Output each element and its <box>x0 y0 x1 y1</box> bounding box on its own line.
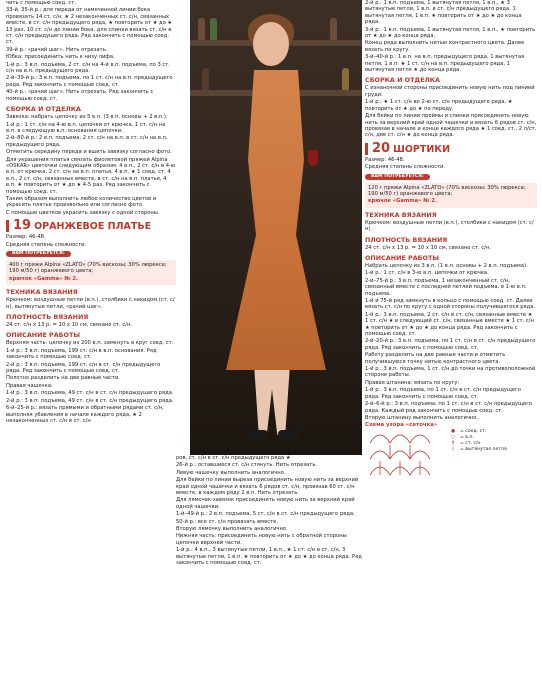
difficulty-line: Средняя степень сложности. <box>6 241 87 248</box>
legend-symbol: ● <box>450 428 455 434</box>
difficulty-line: Средняя степень сложности. <box>365 164 446 171</box>
model-number: 20 <box>372 140 391 156</box>
text-line: 2-й–75-й р.: 3 в.п. подъема, 1 незаконченный ст. с/н, связанный вместе с последней петлей подъема, в 1-ю в.п. подъема. <box>365 277 527 297</box>
text-line: 39-й р.: «рачий шаг». Нить отрезать. <box>6 46 108 53</box>
materials-yarn: 400 г пряжи Alpina «ZLATO» (70% вискозы; 30% люрекса; 190 м/50 г) оранжевого цвета; <box>9 262 167 275</box>
text-line: 2-й–6-й р.: 3 в.п. подъема, по 1 ст. с/н в ст. с/н предыдущего ряда. Каждый ряд закончить с помощью соед. ст. <box>365 401 533 414</box>
section-heading: ТЕХНИКА ВЯЗАНИЯ <box>6 288 78 297</box>
materials-box <box>365 183 537 208</box>
model-face <box>253 22 289 66</box>
diagram-loop <box>370 435 430 443</box>
materials-hook: крючок «Gamma» № 2. <box>9 275 78 282</box>
legend-label: = соед. ст. <box>460 428 487 434</box>
materials-box <box>6 260 176 285</box>
density-text: 24 ст. с/н х 13 р. = 10 х 10 см, связано ст. с/н. <box>365 244 491 251</box>
text-line: чить с помощью соед. ст. <box>6 0 76 6</box>
text-line: 1-й р.: 3 в.п. подъема, 49 ст. с/н в ст. с/н предыдущего ряда. <box>6 390 174 397</box>
left-column <box>6 0 176 699</box>
section-heading: ТЕХНИКА ВЯЗАНИЯ <box>365 210 437 219</box>
text-line: Правая штанина: вязать по кругу: <box>365 379 460 386</box>
scheme-legend <box>449 429 507 481</box>
legend-label: = в.п. <box>460 434 474 440</box>
model-name: ШОРТИКИ <box>393 143 451 155</box>
text-line: 1-й–49-й р.: 2 в.п. подъема, 5 ст. с/н в ст. с/н предыдущего ряда. <box>176 511 355 518</box>
text-line: Вторую лямочку выполнить аналогично. <box>176 526 288 533</box>
materials-badge: ВАМ ПОТРЕБУЕТСЯ: <box>6 251 71 257</box>
middle-column <box>176 455 362 699</box>
text-line: 3-й р.: 1 в.п. подъема, 1 вытянутая петля, 1 в.п., ★ повторить от ★ до ★ до конца ряда. <box>365 26 536 40</box>
model-title <box>365 140 537 156</box>
text-line: 2-й–39-й р.: 3 в.п. подъема, по 1 ст. с/н на в.п. предыдущего ряда. Ряд закончить с помощью соед. ст. <box>6 75 173 88</box>
shoe <box>278 430 300 439</box>
text-line: Для бейки по линии проймы и спинки присоединить новую нить за верхний край одной чашечки и вязать 6 рядов ст. с/н, провязав в начале и конце каждого ряда ★ 1 соед. ст., 2 п/ст. с/н, две ст. с/н ★ до конца ряда. <box>365 113 537 139</box>
materials-yarn: 120 г пряжи Alpina «ZLATO» (70% вискозы; 30% люрекса; 190 м/50 г) оранжевого цвета; <box>368 184 526 197</box>
legend-symbol: ○ <box>450 434 455 440</box>
tech-text: Крючком: воздушные петли (в.п.), столбики с накидом (ст. с/н). <box>365 219 534 233</box>
text-line: 6-й–25-й р.: вязать прямыми и обратными рядами ст. с/н, выполняя убавления в начале каждого ряда, ★ 2 незаконченных ст. с/н в ст. с/н <box>6 405 164 424</box>
text-line: Завязка: набрать цепочку из 5 в.п. (3 в.п. основы + 2 в.п.). <box>6 114 168 121</box>
text-line: 2-й–20-й р.: 3 в.п. подъема, по 1 ст. с/н в ст. с/н предыдущего ряда. Ряд закончить с помощью соед. ст. <box>365 338 536 351</box>
size-line: Размер: 46-48. <box>365 156 405 163</box>
text-line: Отметить середину переда и вшить завязку согласно фото. <box>6 149 172 156</box>
text-line: Юбка: присоединить нить к низу лифа. <box>6 54 115 61</box>
text-line: Работу разделить на две равные части и отметить получившуюся точку нитью контрастного цвета. <box>365 352 506 365</box>
text-line: Таким образом выполнить любое количество цветов и украсить платье произвольно или согласно фото. <box>6 195 157 209</box>
legend-symbol: ◊ <box>451 446 455 452</box>
text-line: 3-й–40-й р.: 1 в.п. на в.п. предыдущего ряда, 1 вытянутая петля, 1 в.п. ★ 1 ст. с/н на в.п. предыдущего ряда, 1 вытянутая петля ★ до конца ряда. <box>365 54 525 74</box>
text-line: 1-й р.: 4 в.п., 3 вытянутые петли, 1 в.п., ★ 1 ст. с/н в ст. с/н, 3 вытянутые петли, 1 в.п. ★ повторить от ★ до ★ до конца ряда. Ряд закончить с помощью соед. ст. <box>176 547 362 567</box>
bottle-decoration <box>342 68 349 90</box>
model-legs <box>250 370 294 435</box>
bottle-decoration <box>330 18 337 40</box>
tech-text: Крючком: воздушные петли (в.п.), столбики с накидом (ст. с/н), вытянутые петли, «рачий шаг». <box>6 297 175 310</box>
model-number: 19 <box>13 218 32 234</box>
left-top-text <box>6 0 176 102</box>
text-line: 50-й р.: все ст. с/н провязать вместе. <box>176 518 278 525</box>
materials-hook: крючок «Gamma» № 2. <box>368 198 437 205</box>
text-line: 1-й р.: 1 ст. с/н на 4-ю в.п. цепочки от крючка, 1 ст. с/н на в.п. в следующую в.п. основания цепочки. <box>6 121 166 134</box>
density-text: 24 ст. с/н х 13 р. = 10 х 10 см, связано ст. с/н. <box>6 322 132 329</box>
text-line: 1-й р.: 3 в.п. подъема, 2 ст. с/н на 4-й в.п. подъема, по 3 ст. с/н на в.п. предыдущего ряда. <box>6 61 170 75</box>
scheme-block <box>365 429 537 481</box>
text-line: Полотно разделить на две равные части. <box>6 375 120 382</box>
section-heading: ПЛОТНОСТЬ ВЯЗАНИЯ <box>365 235 448 244</box>
shoe <box>246 430 268 439</box>
section-heading: СБОРКА И ОТДЕЛКА <box>365 76 440 85</box>
wine-glass <box>308 150 318 166</box>
bottle-decoration <box>210 18 217 40</box>
diagram-loop <box>370 451 430 459</box>
bottle-decoration <box>198 18 205 40</box>
text-line: Для лямочек-завязок присоединить новую нить за верхний край одной чашечки. <box>176 497 355 510</box>
text-line: ров. ст. с/н в ст. с/н предыдущего ряда ★ <box>176 455 291 461</box>
text-line: С изнаночной стороны присоединить новую нить под линией груди. <box>365 85 535 98</box>
materials-badge: ВАМ ПОТРЕБУЕТСЯ: <box>365 174 430 180</box>
scheme-title: Схема узора «сеточка» <box>365 422 438 429</box>
section-heading: ОПИСАНИЕ РАБОТЫ <box>6 331 80 340</box>
legend-label: = ст. с/н <box>460 440 481 446</box>
text-line: 1-й р.: 3 в.п. подъема, по 1 ст. с/н в ст. с/н предыдущего ряда. Ряд закончить с помощью соед. ст. <box>365 387 521 400</box>
model-photo <box>190 0 362 455</box>
text-line: Левую чашечку выполнить аналогично. <box>176 469 286 476</box>
stitch-diagram <box>365 429 445 481</box>
text-line: 1-й р.: 3 в.п. подъема, 1 ст. с/н до точки на противоположной стороне работы. <box>365 366 536 379</box>
section-heading: СБОРКА И ОТДЕЛКА <box>6 105 81 114</box>
model-title <box>6 220 176 232</box>
text-line: Верхняя часть: цепочку из 200 в.п. замкнуть в круг соед. ст. <box>6 340 174 347</box>
section-heading: ПЛОТНОСТЬ ВЯЗАНИЯ <box>6 313 89 322</box>
text-line: С помощью цветков украсить завязку с одной стороны. <box>6 209 160 216</box>
text-line: 40-й р.: «рачий шаг». Нить отрезать. Ряд закончить с помощью соед. ст. <box>6 89 154 102</box>
text-line: 33-й, 35-й р.: для переда от намеченной линии бока провязать 14 ст. с/н, ★ 2 незаконченных ст. с/н, связанных вместе, в ст. с/н предыдущего ряда, ★ повторить от ★ до ★ 13 раз, 10 ст. с/н до линии бока, для спинки вязать ст. с/н в ст. с/н предыдущего ряда. Ряд закончить с помощью соед. ст. <box>6 7 173 46</box>
text-line: Правая чашечка: <box>6 382 53 389</box>
size-line: Размер: 46-48. <box>6 234 46 241</box>
text-line: 1-й и 75-й ряд замкнуть в кольцо с помощью соед. ст. Далее вязать ст. с/н по кругу с одной стороны получившегося ряда. <box>365 298 536 311</box>
text-line: Для бейки по линии выреза присоединить новую нить за верхний край одной чашечки и вязать 6 рядов ст. с/н, провязав 60 ст. с/н вместе, в каждом ряду 2 в.п. Нить отрезать. <box>176 477 359 497</box>
section-heading: ОПИСАНИЕ РАБОТЫ <box>365 253 439 262</box>
text-line: 2-й р.: 3 в.п. подъема, 49 ст. с/н в ст. с/н предыдущего ряда. <box>6 397 174 404</box>
text-line: 2-й р.: 1 в.п. подъема, 1 вытянутая петля, 1 в.п., ★ 3 вытянутые петли, 1 в.п. в ст. с/н предыдущего ряда, 1 вытянутая петля, 1 в.п. ★ повторить от ★ до ★ до конца ряда. <box>365 0 522 26</box>
left-assembly-text <box>6 114 176 216</box>
right-column <box>365 0 537 699</box>
text-line: Конец ряда выполнить нитью контрастного цвета. Далее вязать по кругу. <box>365 40 525 53</box>
bottle-decoration <box>202 68 209 90</box>
text-line: 1-й р.: ★ 1 ст. с/н во 2-ю ст. с/н предыдущего ряда, ★ повторить от ★ до ★ по переду. <box>365 99 513 112</box>
text-line: Набрать цепочку из 3 в.п. (1 в.п. основы + 2 в.п. подъема). <box>365 262 528 269</box>
text-line: 26-й р.: оставшиеся ст. с/н стянуть. Нить отрезать. <box>176 462 318 469</box>
text-line: 2-й р.: 3 в.п. подъема, 199 ст. с/н в ст. с/н предыдущего ряда. Ряд закончить с помощью соед. ст. <box>6 361 161 375</box>
text-line: Для украшения платья связать фиолетовой пряжей Alpina «OSKAR» цветочки следующим образом: 4 в.п., 2 ст. с/н в 4-ю в.п. от крючка, 2 ст. с/н на в.п. платья, 4 в.п. ★ 1 соед. ст. 4 в.п., 2 ст. с/н, связанных вместе, в ст. с/н на в.п. платья, 4 в.п. ★ повторить от ★ до ★ 4-5 раз. Ряд закончить с помощью соед. ст. <box>6 156 176 195</box>
text-line: Вторую штанину выполнить аналогично. <box>365 414 479 421</box>
text-line: 1-й р.: 3 в.п. подъема, 199 ст. с/н в в.п. основания. Ряд закончить с помощью соед. ст. <box>6 347 157 361</box>
legend-symbol: † <box>451 440 455 446</box>
text-line: 1-й р.: 1 ст. с/н в 3-ю в.п. цепочки от крючка. <box>365 270 489 277</box>
text-line: 1-й р.: 3 в.п. подъема, 2 ст. с/н в ст. с/н, связанные вместе ★ 1 ст. с/н ★ в следующий ст. с/н, связанные вместе ★ 1 ст. с/н ★ повторить от ★ до ★ до конца ряда. Ряд закончить с помощью соед. ст. <box>365 311 534 338</box>
legend-item <box>449 447 507 453</box>
text-line: Нижняя часть: присоединить новую нить с обратной стороны цепочки верхней части. <box>176 533 347 546</box>
orange-dress <box>226 70 326 370</box>
text-line: 2-й–80-й р.: 2 в.п. подъема, 2 ст. с/н на в.п. в ст. с/н на в.п. предыдущего ряда. <box>6 135 168 148</box>
legend-label: = вытянутая петля <box>460 446 507 452</box>
model-name: ОРАНЖЕВОЕ ПЛАТЬЕ <box>34 221 152 233</box>
